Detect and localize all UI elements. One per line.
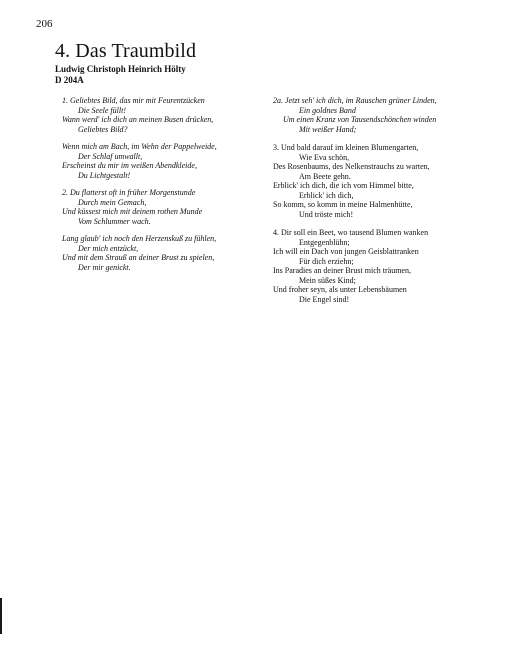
verse-line: Wann werd' ich dich an meinen Busen drücken, bbox=[62, 115, 214, 124]
verse-line: Entgegenblühn; bbox=[299, 237, 350, 247]
verse-line: Und mit dem Strauß an deiner Brust zu spielen, bbox=[62, 253, 215, 262]
verse-line: Lang glaub' ich noch den Herzenskuß zu fühlen, bbox=[62, 234, 217, 243]
stanza bbox=[52, 234, 277, 272]
catalog-number: D 204A bbox=[55, 75, 84, 85]
verse-line: Und küssest mich mit deinem rothen Munde bbox=[62, 207, 203, 216]
verse-line: Geliebtes Bild? bbox=[78, 124, 128, 134]
verse-line: 3. Und bald darauf im kleinen Blumengarten, bbox=[273, 143, 419, 152]
verse-line: Des Rosenbaums, des Nelkenstrauchs zu warten, bbox=[273, 162, 430, 171]
verse-line: Mit weißer Hand; bbox=[299, 124, 357, 134]
verse-line: Und froher seyn, als unter Lebensbäumen bbox=[273, 285, 407, 294]
verse-line: 2. Du flatterst oft in früher Morgenstunde bbox=[62, 188, 196, 197]
verse-line: Der Schlaf umwallt, bbox=[78, 151, 143, 161]
stanza bbox=[273, 143, 498, 219]
verse-line: 4. Dir soll ein Beet, wo tausend Blumen wanken bbox=[273, 228, 429, 237]
verse-line: Du Lichtgestalt! bbox=[78, 170, 131, 180]
verse-line: Für dich erziehn; bbox=[299, 256, 354, 266]
verse-line: So komm, so komm in meine Halmenhütte, bbox=[273, 200, 413, 209]
verse-line: Um einen Kranz von Tausendschönchen winden bbox=[283, 115, 437, 124]
stanza bbox=[273, 96, 498, 134]
verse-line: Die Seele füllt! bbox=[78, 105, 126, 115]
verse-line: Ins Paradies an deiner Brust mich träumen, bbox=[273, 266, 411, 275]
poem-left-column bbox=[52, 96, 277, 280]
song-title: 4. Das Traumbild bbox=[55, 40, 197, 62]
verse-line: Und tröste mich! bbox=[299, 209, 354, 219]
verse-line: Ein goldnes Band bbox=[299, 105, 356, 115]
scan-edge-mark bbox=[0, 598, 2, 634]
verse-line: Am Beete gehn. bbox=[299, 171, 351, 181]
verse-line: Mein süßes Kind; bbox=[299, 275, 356, 285]
verse-line: Erblick' ich dich, die ich vom Himmel bitte, bbox=[273, 181, 414, 190]
verse-line: 1. Geliebtes Bild, das mir mit Feurentzücken bbox=[62, 96, 205, 105]
verse-line: Durch mein Gemach, bbox=[78, 197, 147, 207]
verse-line: Die Engel sind! bbox=[299, 294, 350, 304]
poem-right-column bbox=[273, 96, 498, 313]
verse-line: Erscheinst du mir im weißen Abendkleide, bbox=[62, 161, 197, 170]
verse-line: Der mich entzückt, bbox=[78, 243, 139, 253]
stanza bbox=[52, 188, 277, 226]
stanza bbox=[52, 142, 277, 180]
verse-line: Erblick' ich dich, bbox=[299, 190, 354, 200]
stanza bbox=[273, 228, 498, 304]
verse-line: Ich will ein Dach von jungen Geisblattranken bbox=[273, 247, 419, 256]
stanza bbox=[52, 96, 277, 134]
verse-line: 2a. Jetzt seh' ich dich, im Rauschen grüner Linden, bbox=[273, 96, 437, 105]
verse-line: Wie Eva schön, bbox=[299, 152, 350, 162]
poet-name: Ludwig Christoph Heinrich Hölty bbox=[55, 64, 186, 74]
verse-line: Wenn mich am Bach, im Wehn der Pappelweide, bbox=[62, 142, 217, 151]
page-number: 206 bbox=[36, 18, 53, 30]
verse-line: Der mir genickt. bbox=[78, 262, 131, 272]
verse-line: Vom Schlummer wach. bbox=[78, 216, 151, 226]
